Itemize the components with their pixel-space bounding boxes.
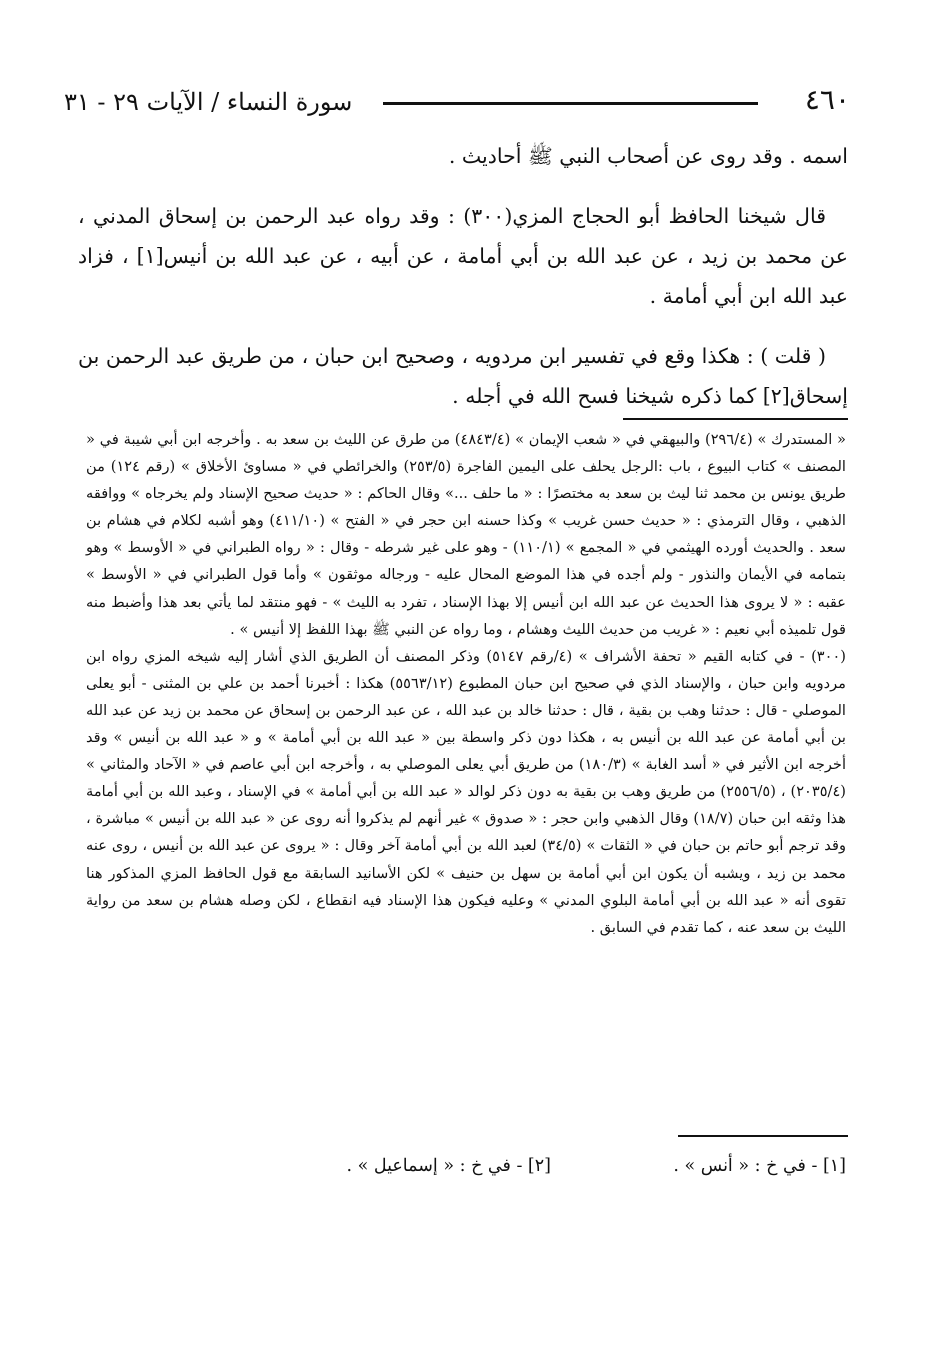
note-300: (٣٠٠) - في كتابه القيم « تحفة الأشراف » (٤/رقم ٥١٤٧) وذكر المصنف أن الطريق الذي أشار إليه شيخه المزي رواه ابن مردويه وابن حبان ، والإسناد الذي في صحيح ابن حبان المطبوع (٥٥٦٣/١٢) هكذا : أخبرنا أحمد بن علي بن المثنى - أبو يعلى الموصلي - قال : حدثنا وهب بن بقية ، قال : حدثنا خالد بن عبد الله ، عن عبد الرحمن بن إسحاق عن محمد بن زيد عن عبد الله بن أبي أمامة عن عبد الله بن أنيس به ، هكذا دون ذكر واسطة بين « عبد الله بن أبي أمامة » و « عبد الله بن أنيس » وقد أخرجه ابن الأثير في « أسد الغابة » (١٨٠/٣) من طريق أبي يعلى الموصلي به ، وأخرجه ابن أبي عاصم في « الآحاد والمثاني » (٢٠٣٥/٤) ، (٢٥٥٦/٥) من طريق وهب بن بقية به دون ذكر لوالد « عبد الله بن أبي أمامة » في الإسناد ، وعبد الله بن أبي أمامة هذا وثقه ابن حبان (١٨/٧) وقال الذهبي وابن حجر : « صدوق » غير أنهم لم يذكروا أنه روى عن « عبد الله بن أنيس » مباشرة ، وقد ترجم أبو حاتم بن حبان في « الثقات » (٣٤/٥) لعبد الله بن أبي أمامة آخر وقال : « يروى عن عبد الله بن أنيس ، روى عنه محمد بن زيد ، ويشبه أن يكون ابن أبي أمامة بن سهل بن حنيف » لكن الأسانيد السابقة مع قول الحافظ المزي المذكور هنا تقوى أنه « عبد الله بن أبي أمامة البلوي المدني » وعليه فيكون هذا الإسناد فيه انقطاع ، لكن وصله هشام بن سعد من رواية الليث بن سعد عنه ، كما تقدم في السابق . [86, 647, 847, 936]
header-rule [383, 102, 758, 105]
note-continued: « المستدرك » (٢٩٦/٤) والبيهقي في « شعب الإيمان » (٤٨٤٣/٤) من طرق عن الليث بن سعد به . وأخرجه ابن أبي شيبة في « المصنف » كتاب البيوع ، باب :الرجل يحلف على اليمين الفاجرة (٢٥٣/٥) والخرائطي في « مساوئ الأخلاق » (رقم ١٢٤) من طريق يونس بن محمد ثنا ليث بن سعد به مختصرًا : « ما حلف ...» وقال الحاكم : « حديث صحيح الإسناد ولم يخرجاه » ووافقه الذهبي ، وقال الترمذي : « حديث حسن غريب » وكذا حسنه ابن حجر في « الفتح » (٤١١/١٠) وهو أشبه لكلام في هشام بن سعد . والحديث أورده الهيثمي في « المجمع » (١١٠/١) - وهو على غير شرطه - وقال : « رواه الطبراني في « الأوسط » وهو بتمامه في الأيمان والنذور - ولم أجده في هذا الموضع المحال عليه - ورجاله موثقون » وأما قول الطبراني في « الأوسط » عقبه : « لا يروى هذا الحديث عن عبد الله ابن أنيس إلا بهذا الإسناد ، تفرد به الليث » - فهو منتقد لما يأتي بعد هذا وأضبط منه قول تلميذه أبي نعيم : « غريب من حديث الليث وهشام ، وما رواه عن النبي ﷺ بهذا اللفظ إلا أنيس » . [86, 431, 846, 638]
main-paragraph-3: ( قلت ) : هكذا وقع في تفسير ابن مردويه ، وصحيح ابن حبان ، من طريق عبد الرحمن بن إسحاق[٢] كما ذكره شيخنا فسح الله في أجله . [78, 344, 848, 408]
footnote-1: [١] - في خ : « أنس » . [673, 1156, 846, 1176]
notes-separator-rule [623, 418, 848, 420]
main-text [78, 136, 848, 436]
footnote-2: [٢] - في خ : « إسماعيل » . [346, 1156, 551, 1176]
main-paragraph-1: اسمه . وقد روى عن أصحاب النبي ﷺ أحاديث . [448, 144, 848, 168]
page-header [64, 80, 850, 124]
manuscript-footnotes [190, 1150, 846, 1186]
page-number: ٤٦٠ [804, 83, 850, 116]
running-title: سورة النساء / الآيات ٢٩ - ٣١ [64, 88, 353, 116]
main-paragraph-2: قال شيخنا الحافظ أبو الحجاج المزي(٣٠٠) : وقد رواه عبد الرحمن بن إسحاق المدني ، عن محمد بن زيد ، عن عبد الله بن أبي أمامة ، عن أبيه ، عن عبد الله بن أنيس[١] ، فزاد عبد الله ابن أبي أمامة . [78, 204, 848, 308]
commentary-notes [86, 426, 846, 941]
footnotes-separator-rule [678, 1135, 848, 1137]
